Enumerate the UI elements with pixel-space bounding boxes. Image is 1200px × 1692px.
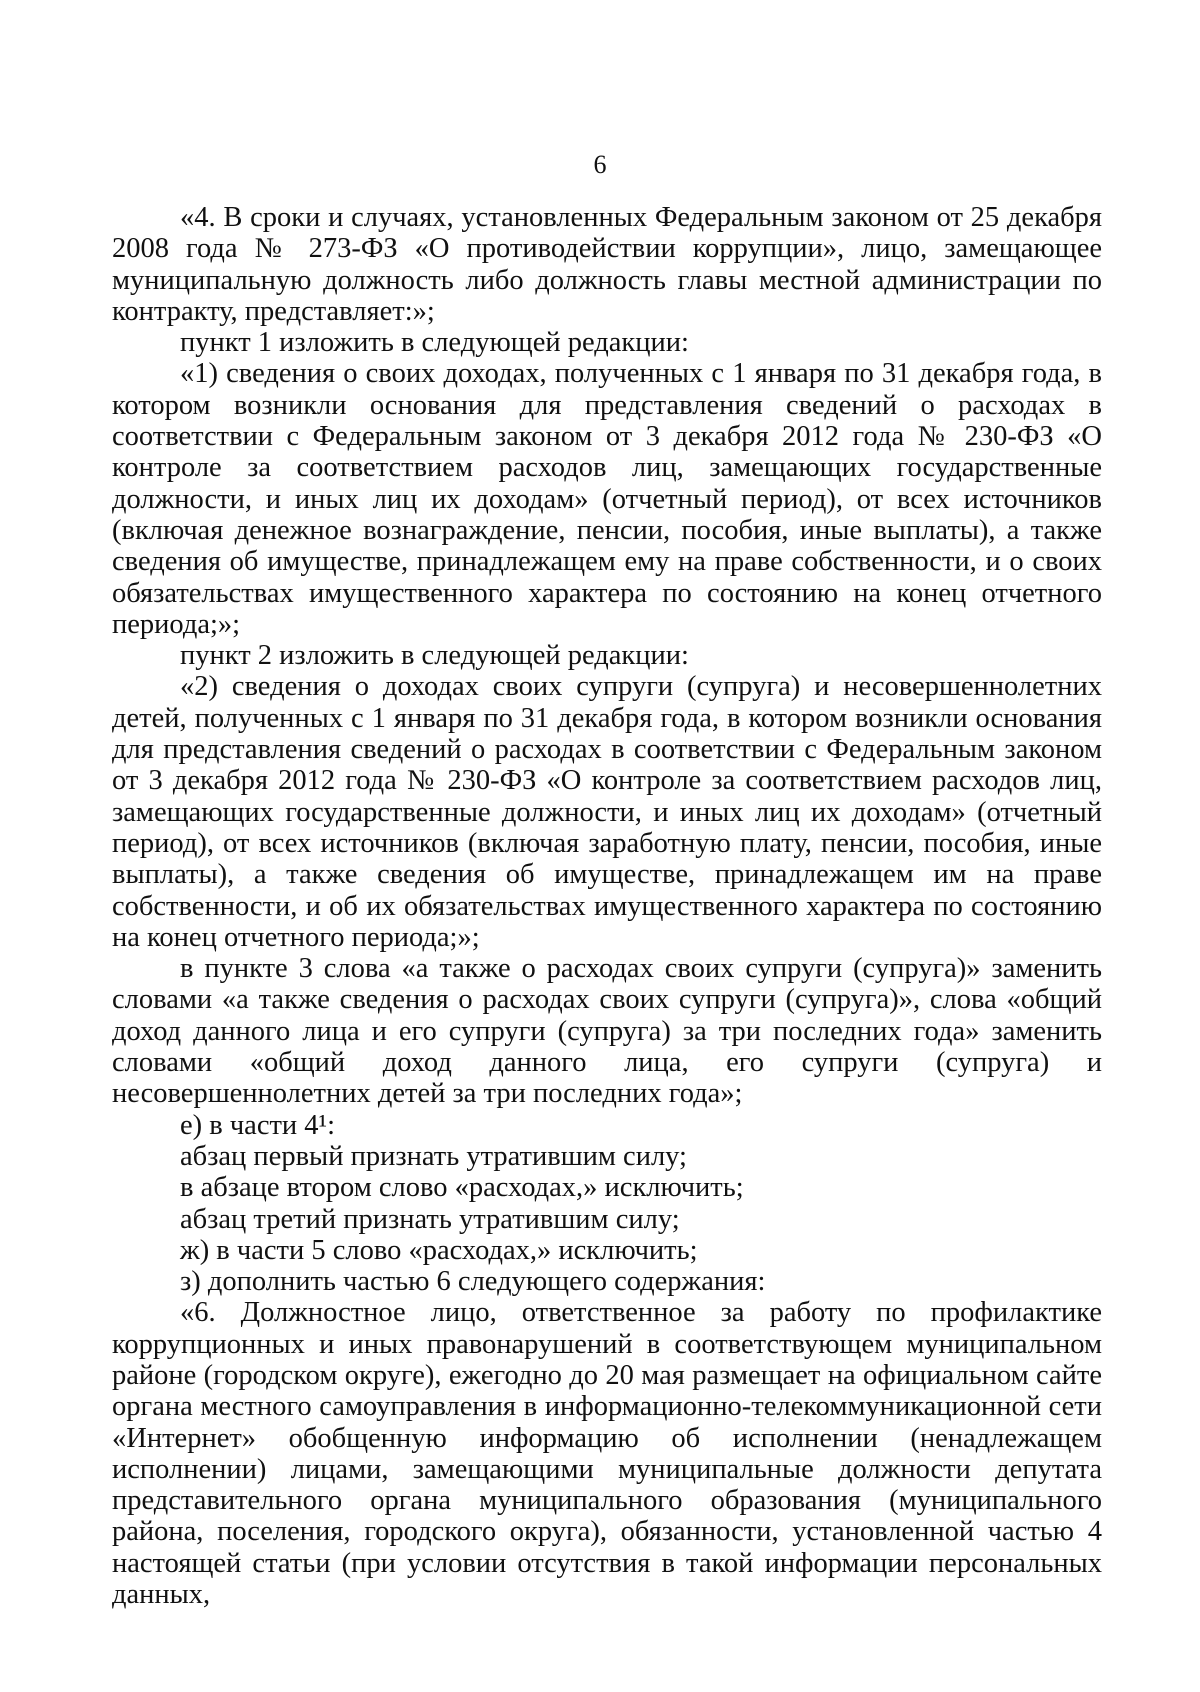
paragraph-third-abzac: абзац третий признать утратившим силу;: [180, 1203, 680, 1235]
paragraph-point-2-instruction: пункт 2 изложить в следующей редакции:: [180, 640, 689, 672]
paragraph-point-1-text: «1) сведения о своих доходах, полученных с 1 января по 31 декабря года, в котором возникли основания для представления сведений о расходах в соответствии с Федеральным законом от 3 декабря 2012 года № 230-ФЗ «О контроле за соответствием расходов лиц, замещающих государственные должности, и иных лиц их доходам» (отчетный период), от всех источников (включая денежное вознаграждение, пенсии, пособия, иные выплаты), а также сведения об имуществе, принадлежащем ему на праве собственности, и о своих обязательствах имущественного характера по состоянию на конец отчетного периода;»;: [112, 358, 1102, 640]
paragraph-subpoint-z: з) дополнить частью 6 следующего содержания:: [180, 1266, 766, 1298]
paragraph-first-abzac: абзац первый признать утратившим силу;: [180, 1140, 687, 1172]
paragraph-part-6-text: «6. Должностное лицо, ответственное за работу по профилактике коррупционных и иных правонарушений в соответствующем муниципальном районе (городском округе), ежегодно до 20 мая размещает на официальном сайте органа местного самоуправления в информационно-телекоммуникационной сети «Интернет» обобщенную информацию об исполнении (ненадлежащем исполнении) лицами, замещающими муниципальные должности депутата представительного органа муниципального образования (муниципального района, поселения, городского округа), обязанности, установленной частью 4 настоящей статьи (при условии отсутствия в такой информации персональных данных,: [112, 1297, 1102, 1611]
paragraph-part-4-text: «4. В сроки и случаях, установленных Федеральным законом от 25 декабря 2008 года № 273-ФЗ «О противодействии коррупции», лицо, замещающее муниципальную должность либо должность главы местной администрации по контракту, представляет:»;: [112, 202, 1102, 327]
paragraph-subpoint-zh: ж) в части 5 слово «расходах,» исключить;: [180, 1234, 698, 1266]
document-body: [112, 202, 1102, 1610]
paragraph-subpoint-e: е) в части 4¹:: [180, 1109, 336, 1141]
paragraph-second-abzac: в абзаце втором слово «расходах,» исключить;: [180, 1172, 744, 1204]
paragraph-point-1-instruction: пункт 1 изложить в следующей редакции:: [180, 327, 689, 359]
paragraph-point-2-text: «2) сведения о доходах своих супруги (супруга) и несовершеннолетних детей, полученных с 1 января по 31 декабря года, в котором возникли основания для представления сведений о расходах в соответствии с Федеральным законом от 3 декабря 2012 года № 230-ФЗ «О контроле за соответствием расходов лиц, замещающих государственные должности, и иных лиц их доходам» (отчетный период), от всех источников (включая заработную плату, пенсии, пособия, иные выплаты), а также сведения об имуществе, принадлежащем им на праве собственности, и об их обязательствах имущественного характера по состоянию на конец отчетного периода;»;: [112, 671, 1102, 953]
page-number: 6: [593, 150, 607, 179]
paragraph-point-3-amendment: в пункте 3 слова «а также о расходах своих супруги (супруга)» заменить словами «а также сведения о расходах своих супруги (супруга)», слова «общий доход данного лица и его супруги (супруга) за три последних года» заменить словами «общий доход данного лица, его супруги (супруга) и несовершеннолетних детей за три последних года»;: [112, 953, 1102, 1110]
